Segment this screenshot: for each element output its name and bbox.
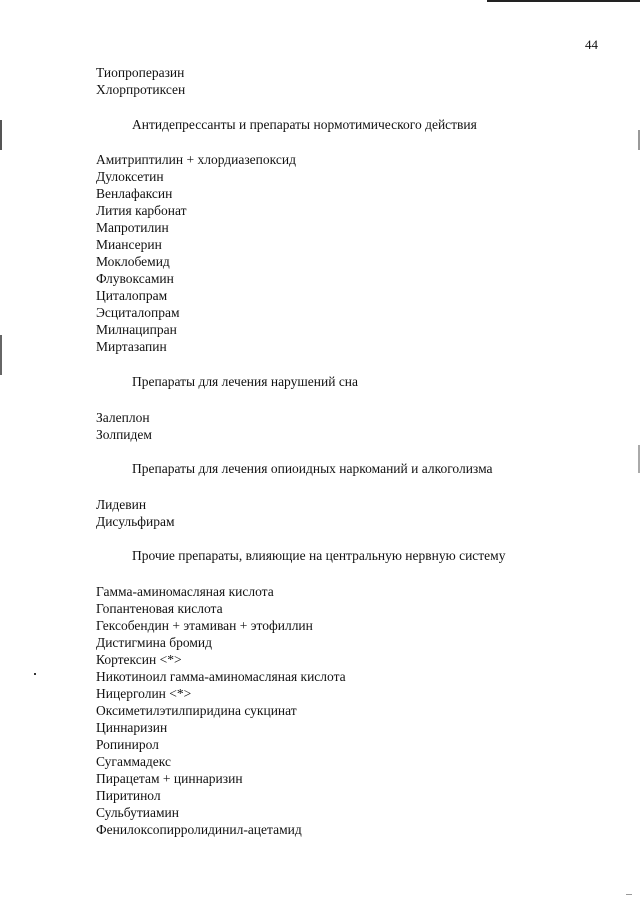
drug-list-item: Миртазапин <box>96 339 167 354</box>
drug-list-item: Лития карбонат <box>96 203 187 218</box>
drug-list-item: Эсциталопрам <box>96 305 180 320</box>
section-heading: Прочие препараты, влияющие на центральную нервную систему <box>132 548 506 563</box>
drug-list-item: Флувоксамин <box>96 271 174 286</box>
drug-list-item: Мапротилин <box>96 220 169 235</box>
section-heading: Препараты для лечения опиоидных наркоманий и алкоголизма <box>132 461 493 476</box>
scan-artifact-top-line <box>487 0 640 2</box>
scan-artifact-left-edge <box>0 335 2 375</box>
drug-list-item: Циталопрам <box>96 288 168 303</box>
drug-list-item: Оксиметилэтилпиридина сукцинат <box>96 703 297 718</box>
drug-list-item: Хлорпротиксен <box>96 82 186 97</box>
drug-list-item: Циннаризин <box>96 720 168 735</box>
drug-list-item: Дистигмина бромид <box>96 635 213 650</box>
drug-list-item: Миансерин <box>96 237 162 252</box>
drug-list-item: Золпидем <box>96 427 152 442</box>
drug-list-item: Кортексин <*> <box>96 652 182 667</box>
drug-list-item: Венлафаксин <box>96 186 173 201</box>
drug-list-item: Моклобемид <box>96 254 170 269</box>
scan-artifact-corner <box>626 894 632 895</box>
drug-list-item: Фенилоксопирролидинил-ацетамид <box>96 822 302 837</box>
drug-list-item: Ропинирол <box>96 737 159 752</box>
drug-list-item: Тиопроперазин <box>96 65 185 80</box>
drug-list-item: Амитриптилин + хлордиазепоксид <box>96 152 296 167</box>
drug-list-item: Пирацетам + циннаризин <box>96 771 243 786</box>
drug-list-item: Сульбутиамин <box>96 805 179 820</box>
drug-list-item: Ницерголин <*> <box>96 686 192 701</box>
drug-list-item: Залеплон <box>96 410 150 425</box>
drug-list-item: Дисульфирам <box>96 514 175 529</box>
drug-list-item: Милнаципран <box>96 322 177 337</box>
section-heading: Антидепрессанты и препараты нормотимического действия <box>132 117 477 132</box>
drug-list-item: Сугаммадекс <box>96 754 172 769</box>
drug-list-item: Гопантеновая кислота <box>96 601 223 616</box>
drug-list-item: Никотиноил гамма-аминомасляная кислота <box>96 669 346 684</box>
drug-list-item: Лидевин <box>96 497 147 512</box>
page-number: 44 <box>585 37 598 52</box>
scan-artifact-dot <box>34 673 36 675</box>
drug-list-item: Пиритинол <box>96 788 161 803</box>
drug-list-item: Гексобендин + этамиван + этофиллин <box>96 618 313 633</box>
drug-list-item: Дулоксетин <box>96 169 164 184</box>
section-heading: Препараты для лечения нарушений сна <box>132 374 359 389</box>
scan-artifact-left-edge <box>0 120 2 150</box>
drug-list-item: Гамма-аминомасляная кислота <box>96 584 274 599</box>
